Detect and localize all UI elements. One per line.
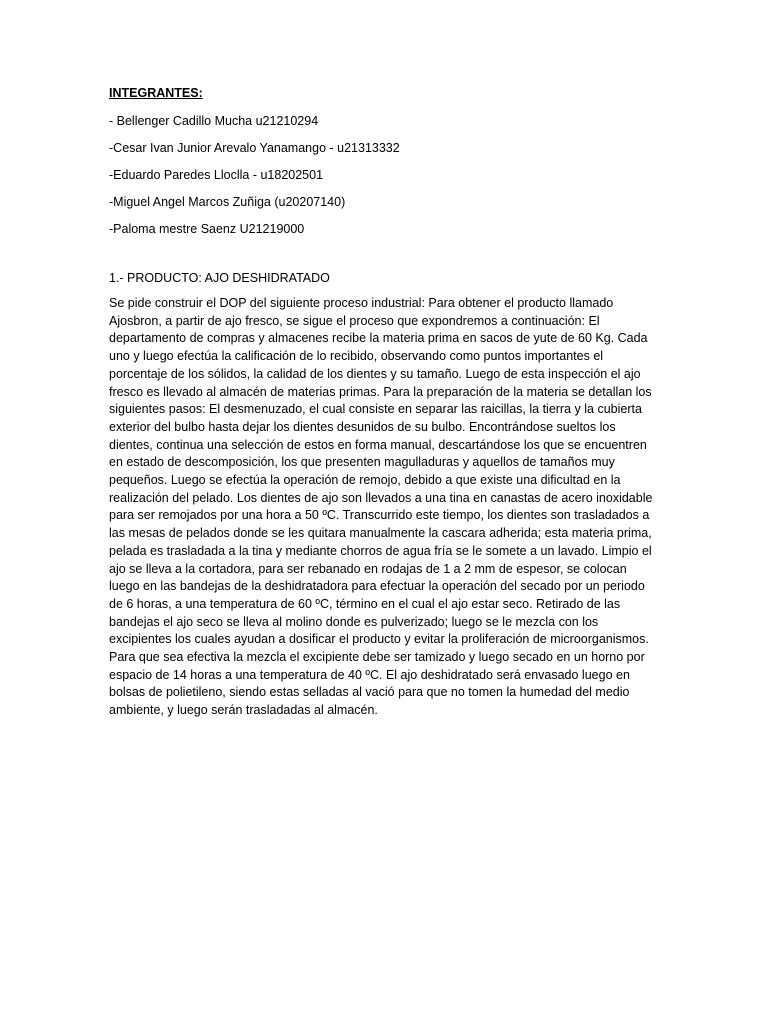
member-item: -Eduardo Paredes Lloclla - u18202501 xyxy=(109,168,324,182)
section-title: 1.- PRODUCTO: AJO DESHIDRATADO xyxy=(109,271,330,285)
members-heading: INTEGRANTES: xyxy=(109,86,203,100)
members-list xyxy=(109,113,659,238)
document-content xyxy=(109,85,659,720)
member-item: - Bellenger Cadillo Mucha u21210294 xyxy=(109,114,319,128)
member-item: -Cesar Ivan Junior Arevalo Yanamango - u21313332 xyxy=(109,141,400,155)
member-item: -Miguel Angel Marcos Zuñiga (u20207140) xyxy=(109,195,346,209)
member-item: -Paloma mestre Saenz U21219000 xyxy=(109,222,305,236)
body-paragraph: Se pide construir el DOP del siguiente proceso industrial: Para obtener el producto llamado Ajosbron, a partir de ajo fresco, se sigue el proceso que expondremos a continuación: El departamento de compras y almacenes recibe la materia prima en sacos de yute de 60 Kg. Cada uno y luego efectúa la calificación de lo recibido, observando como puntos importantes el porcentaje de los sólidos, la calidad de los dientes y su tamaño. Luego de esta inspección el ajo fresco es llevado al almacén de materias primas. Para la preparación de la materia se detallan los siguientes pasos: El desmenuzado, el cual consiste en separar las raicillas, la tierra y la cubierta exterior del bulbo hasta dejar los dientes desunidos de su bulbo. Encontrándose sueltos los dientes, continua una selección de estos en forma manual, descartándose los que se encuentren en estado de descomposición, los que presenten magulladuras y aquellos de tamaños muy pequeños. Luego se efectúa la operación de remojo, debido a que existe una dificultad en la realización del pelado. Los dientes de ajo son llevados a una tina en canastas de acero inoxidable para ser remojados por una hora a 50 ºC. Transcurrido este tiempo, los dientes son trasladados a las mesas de pelados donde se les quitara manualmente la cascara adherida; esta materia prima, pelada es trasladada a la tina y mediante chorros de agua fría se le somete a un lavado. Limpio el ajo se lleva a la cortadora, para ser rebanado en rodajas de 1 a 2 mm de espesor, se colocan luego en las bandejas de la deshidratadora para efectuar la operación del secado por un periodo de 6 horas, a una temperatura de 60 ºC, término en el cual el ajo estar seco. Retirado de las bandejas el ajo seco se lleva al molino donde es pulverizado; luego se le mezcla con los excipientes los cuales ayudan a dosificar el producto y evitar la proliferación de microorganismos. Para que sea efectiva la mezcla el excipiente debe ser tamizado y luego secado en un horno por espacio de 14 horas a una temperatura de 40 ºC. El ajo deshidratado será envasado luego en bolsas de polietileno, siendo estas selladas al vació para que no tomen la humedad del medio ambiente, y luego serán trasladadas al almacén. xyxy=(109,296,653,718)
